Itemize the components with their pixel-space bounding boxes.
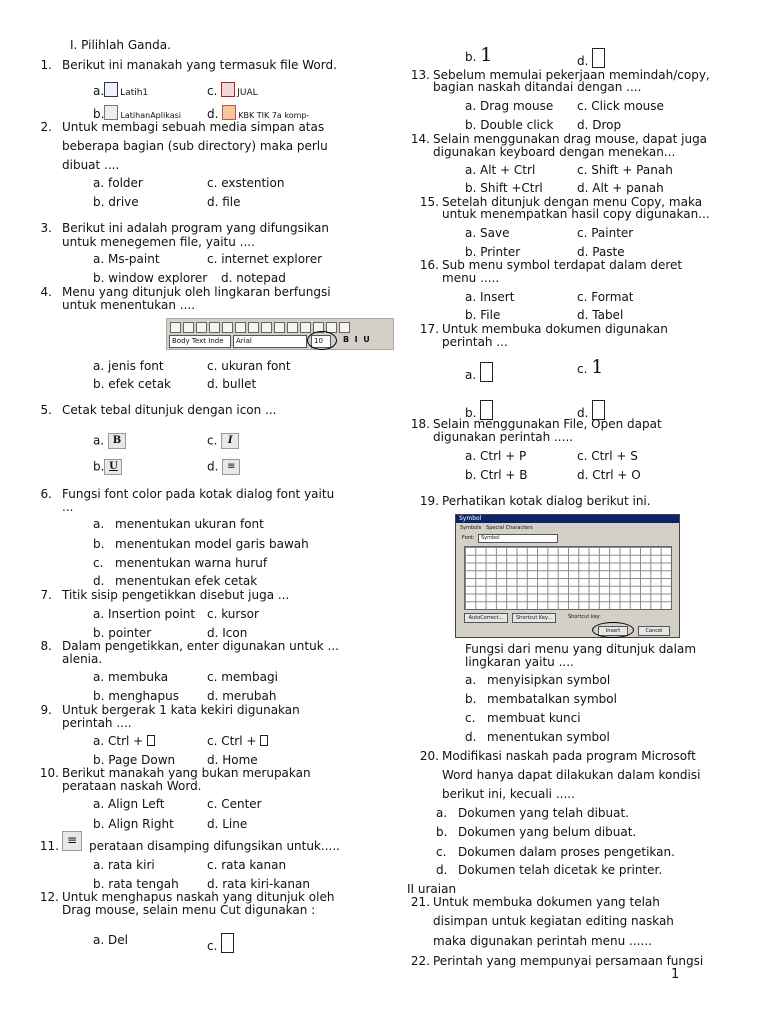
question-text: Untuk menghapus naskah yang ditunjuk oleh <box>62 890 335 904</box>
option-b: b. Dokumen yang belum dibuat. <box>436 825 637 839</box>
option-b: b. pointer <box>93 626 152 640</box>
question-number: 20. <box>419 749 439 763</box>
word-toolbar-image <box>166 318 394 350</box>
section-title: I. Pilihlah Ganda. <box>70 38 171 52</box>
access-file-icon <box>221 82 235 97</box>
option-c: c. Click mouse <box>577 99 664 113</box>
missing-glyph-box <box>592 48 605 68</box>
option-label: d. <box>207 107 219 121</box>
option-d: d. Home <box>207 753 258 767</box>
file-name: KBK TIK 7a komp- <box>238 111 310 120</box>
option-d: d. menentukan symbol <box>465 730 610 744</box>
option-a: a. menentukan ukuran font <box>93 517 264 531</box>
option-b: b. Page Down <box>93 753 176 767</box>
question-text: ... <box>62 500 74 514</box>
italic-icon: I <box>221 433 239 449</box>
option-b: b. Double click <box>465 118 554 132</box>
option-b: b. File <box>465 308 501 322</box>
option-d: d. rata kiri-kanan <box>207 877 310 891</box>
question-number: 19. <box>419 494 439 508</box>
option-c: c. membuat kunci <box>465 711 581 725</box>
question-text: Cetak tebal ditunjuk dengan icon ... <box>62 403 277 417</box>
word-file-icon <box>104 82 118 97</box>
option-b: b. U <box>93 459 122 475</box>
option-d: d. Alt + panah <box>577 181 664 195</box>
symbol-one: 1 <box>591 356 604 378</box>
question-text: Modifikasi naskah pada program Microsoft <box>442 749 696 763</box>
question-text: Selain menggunakan drag mouse, dapat juga <box>433 132 708 146</box>
option-a: a. Insertion point <box>93 607 196 621</box>
file-name: LatihanAplikasi <box>120 111 181 120</box>
option-b: b. 1 <box>465 44 493 66</box>
dialog-font-select: Symbol <box>478 534 558 543</box>
dialog-tabs: Symbols Special Characters <box>460 525 533 531</box>
option-a: a. Alt + Ctrl <box>465 163 536 177</box>
option-b: b. Align Right <box>93 817 174 831</box>
option-a: a. Insert <box>465 290 515 304</box>
option-c: c. Dokumen dalam proses pengetikan. <box>436 845 675 859</box>
option-d: d. bullet <box>207 377 257 391</box>
justify-icon: ≡ <box>62 831 82 851</box>
question-number: 15. <box>419 195 439 209</box>
highlight-circle <box>592 622 634 638</box>
option-c: c. menentukan warna huruf <box>93 556 268 570</box>
question-number: 21. <box>410 895 430 909</box>
question-number: 8. <box>40 639 52 653</box>
option-b: b. drive <box>93 195 139 209</box>
option-c: c. Shift + Panah <box>577 163 673 177</box>
arrow-key-box <box>147 735 155 746</box>
option-c <box>207 82 258 100</box>
question-text: Perintah yang mempunyai persamaan fungsi <box>433 954 704 968</box>
option-a: a. menyisipkan symbol <box>465 673 611 687</box>
highlight-circle <box>307 331 337 350</box>
powerpoint-file-icon <box>222 105 236 120</box>
option-d: d. file <box>207 195 241 209</box>
dialog-font-label: Font: <box>462 535 475 541</box>
option-d: d. notepad <box>221 271 286 285</box>
question-text: Titik sisip pengetikkan disebut juga ... <box>62 588 290 602</box>
question-text: maka digunakan perintah menu ...... <box>433 934 652 948</box>
question-number: 18. <box>410 417 430 431</box>
question-text: Berikut ini manakah yang termasuk file Word. <box>62 58 337 72</box>
option-label: a. <box>93 84 105 98</box>
option-a: a. Ctrl + P <box>465 449 527 463</box>
option-d: d. <box>577 400 605 420</box>
question-text: Sub menu symbol terdapat dalam deret <box>442 258 683 272</box>
option-a: a. Del <box>93 933 128 947</box>
option-b: b. rata tengah <box>93 877 179 891</box>
question-text: Sebelum memulai pekerjaan memindah/copy, <box>433 68 710 82</box>
option-c: c. Center <box>207 797 262 811</box>
option-b: b. membatalkan symbol <box>465 692 617 706</box>
option-d: d. <box>577 48 605 68</box>
option-b: b. <box>465 400 493 420</box>
question-text: perataan naskah Word. <box>62 779 202 793</box>
option-d: d. ≡ <box>207 459 240 475</box>
option-b: b. efek cetak <box>93 377 172 391</box>
underline-icon: U <box>104 459 122 475</box>
question-number: 2. <box>40 120 52 134</box>
question-number: 13. <box>410 68 430 82</box>
section-title: II uraian <box>407 882 457 896</box>
question-text: Setelah ditunjuk dengan menu Copy, maka <box>442 195 703 209</box>
option-c: c. Painter <box>577 226 634 240</box>
option-c: c. 1 <box>577 356 604 378</box>
question-text: disimpan untuk kegiatan editing naskah <box>433 914 674 928</box>
question-text: Perhatikan kotak dialog berikut ini. <box>442 494 651 508</box>
option-c: c. membagi <box>207 670 278 684</box>
option-a: a. Drag mouse <box>465 99 554 113</box>
style-box: Body Text Inde <box>169 335 231 348</box>
font-size-box: 10 <box>311 335 331 348</box>
option-c: c. kursor <box>207 607 259 621</box>
question-number: 9. <box>40 703 52 717</box>
option-b: b. menentukan model garis bawah <box>93 537 309 551</box>
option-a: a. membuka <box>93 670 169 684</box>
justify-icon: ≡ <box>222 459 240 475</box>
question-text: Berikut ini adalah program yang difungsikan <box>62 221 329 235</box>
bold-icon: B <box>108 433 126 449</box>
option-c: c. exstention <box>207 176 285 190</box>
option-a: a. rata kiri <box>93 858 155 872</box>
question-text: Menu yang ditunjuk oleh lingkaran berfungsi <box>62 285 331 299</box>
question-number: 3. <box>40 221 52 235</box>
option-c: c. I <box>207 433 239 449</box>
autocorrect-button: AutoCorrect... <box>464 613 508 623</box>
question-number: 11. <box>39 839 59 853</box>
option-c: c. <box>207 933 234 953</box>
shortcut-key-button: Shortcut Key... <box>512 613 556 623</box>
question-text: lingkaran yaitu .... <box>465 655 574 669</box>
option-c: c. ukuran font <box>207 359 291 373</box>
option-b: b. menghapus <box>93 689 179 703</box>
option-b: b. Ctrl + B <box>465 468 528 482</box>
option-b: b. Printer <box>465 245 521 259</box>
question-text: untuk menegemen file, yaitu .... <box>62 235 255 249</box>
question-number: 5. <box>40 403 52 417</box>
question-text: Untuk membuka dokumen digunakan <box>442 322 668 336</box>
cancel-button: Cancel <box>638 626 670 636</box>
symbol-grid <box>464 546 672 610</box>
option-c: c. rata kanan <box>207 858 287 872</box>
option-a: a. Save <box>465 226 510 240</box>
question-text: Fungsi font color pada kotak dialog font yaitu <box>62 487 335 501</box>
question-number: 6. <box>40 487 52 501</box>
option-a: a. Dokumen yang telah dibuat. <box>436 806 629 820</box>
option-d: d. Icon <box>207 626 248 640</box>
question-text: perintah .... <box>62 716 132 730</box>
question-text: digunakan keyboard dengan menekan... <box>433 145 676 159</box>
missing-glyph-box <box>221 933 234 953</box>
question-text: Drag mouse, selain menu Cut digunakan : <box>62 903 316 917</box>
option-b: b. Shift +Ctrl <box>465 181 543 195</box>
option-d: d. Ctrl + O <box>577 468 641 482</box>
question-text: Untuk bergerak 1 kata kekiri digunakan <box>62 703 300 717</box>
symbol-dialog-image <box>455 514 680 638</box>
dialog-title: Symbol <box>456 515 679 523</box>
option-a <box>93 82 148 100</box>
font-box: Arial <box>233 335 307 348</box>
question-text: Selain menggunakan File, Open dapat <box>433 417 662 431</box>
option-a: a. jenis font <box>93 359 164 373</box>
question-number: 4. <box>40 285 52 299</box>
question-text: beberapa bagian (sub directory) maka perlu <box>62 139 328 153</box>
question-number: 22. <box>410 954 430 968</box>
option-d: d. Paste <box>577 245 625 259</box>
question-number: 17. <box>419 322 439 336</box>
option-label: b. <box>93 107 105 121</box>
file-name: JUAL <box>237 88 258 98</box>
option-d: d. Drop <box>577 118 622 132</box>
option-d: d. menentukan efek cetak <box>93 574 258 588</box>
option-c: c. Ctrl + S <box>577 449 638 463</box>
question-text: Fungsi dari menu yang ditunjuk dalam <box>465 642 697 656</box>
question-text: digunakan perintah ..... <box>433 430 574 444</box>
option-d: d. Line <box>207 817 248 831</box>
option-a: a. Align Left <box>93 797 165 811</box>
symbol-one: 1 <box>480 44 493 66</box>
question-text: menu ..... <box>442 271 500 285</box>
question-number: 1. <box>40 58 52 72</box>
question-number: 10. <box>39 766 59 780</box>
question-text: perataan disamping difungsikan untuk..... <box>89 839 340 853</box>
question-text: Dalam pengetikkan, enter digunakan untuk ... <box>62 639 339 653</box>
question-text: perintah ... <box>442 335 508 349</box>
option-b: b. window explorer <box>93 271 208 285</box>
option-c: c. Format <box>577 290 634 304</box>
option-label: c. <box>207 84 218 98</box>
question-text: untuk menentukan .... <box>62 298 196 312</box>
question-number: 7. <box>40 588 52 602</box>
option-a: a. Ms-paint <box>93 252 160 266</box>
option-d: d. merubah <box>207 689 277 703</box>
question-text: untuk menempatkan hasil copy digunakan... <box>442 207 710 221</box>
option-d: d. Dokumen telah dicetak ke printer. <box>436 863 663 877</box>
option-c: c. internet explorer <box>207 252 323 266</box>
question-text: alenia. <box>62 652 103 666</box>
question-text: Word hanya dapat dilakukan dalam kondisi <box>442 768 701 782</box>
option-a: a. B <box>93 433 126 449</box>
missing-glyph-box <box>480 362 493 382</box>
question-text: dibuat .... <box>62 158 120 172</box>
option-a: a. Ctrl + <box>93 734 155 748</box>
arrow-key-box <box>260 735 268 746</box>
question-number: 14. <box>410 132 430 146</box>
insert-button: Insert <box>598 626 628 636</box>
question-text: bagian naskah ditandai dengan .... <box>433 80 642 94</box>
question-text: Untuk membuka dokumen yang telah <box>433 895 660 909</box>
question-text: Untuk membagi sebuah media simpan atas <box>62 120 325 134</box>
option-d: d. Tabel <box>577 308 624 322</box>
option-a: a. <box>465 362 493 382</box>
page-number: 1 <box>671 967 680 982</box>
question-text: Berikut manakah yang bukan merupakan <box>62 766 311 780</box>
option-a: a. folder <box>93 176 143 190</box>
file-name: Latih1 <box>120 88 149 98</box>
question-text: berikut ini, kecuali ..... <box>442 787 575 801</box>
shortcut-key-label: Shortcut key: <box>568 614 601 620</box>
question-number: 12. <box>39 890 59 904</box>
file-icon <box>104 105 118 120</box>
option-c: c. Ctrl + <box>207 734 268 748</box>
question-number: 16. <box>419 258 439 272</box>
format-buttons: B I U <box>343 335 370 344</box>
